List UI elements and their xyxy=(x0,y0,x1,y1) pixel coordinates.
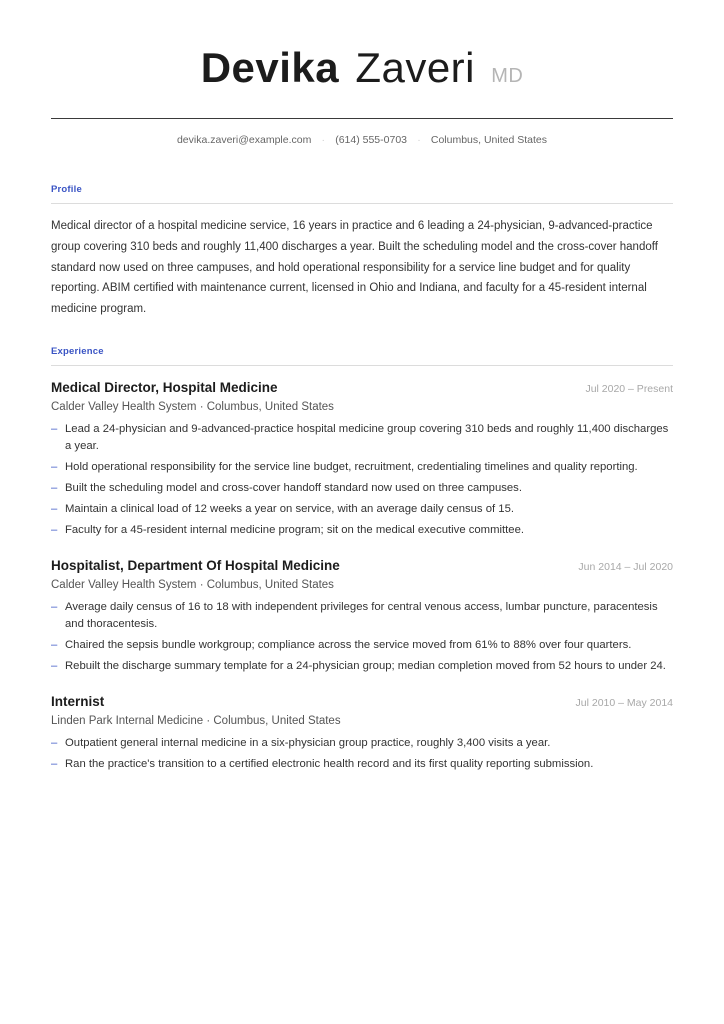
experience-section xyxy=(51,346,673,774)
job-organization: Calder Valley Health System · Columbus, United States xyxy=(51,578,334,591)
dash-icon: – xyxy=(51,639,58,652)
job-bullets xyxy=(51,599,673,676)
section-divider xyxy=(51,365,673,366)
contact-separator: · xyxy=(417,134,421,146)
bullet-item xyxy=(51,756,673,774)
job-title: Hospitalist, Department Of Hospital Medicine xyxy=(51,557,340,573)
contact-phone[interactable]: (614) 555-0703 xyxy=(335,134,408,146)
dash-icon: – xyxy=(51,482,58,495)
contact-location: Columbus, United States xyxy=(430,134,548,146)
dash-icon: – xyxy=(51,524,58,537)
job-entry xyxy=(51,558,673,676)
job-title: Internist xyxy=(51,693,105,709)
bullet-item xyxy=(51,421,673,456)
bullet-item xyxy=(51,658,673,676)
bullet-text: Ran the practice's transition to a certified electronic health record and its first quality reporting submission. xyxy=(65,757,594,770)
job-entry xyxy=(51,694,673,774)
dash-icon: – xyxy=(51,757,58,770)
bullet-item xyxy=(51,522,673,540)
bullet-text: Chaired the sepsis bundle workgroup; compliance across the service moved from 61% to 88% over four quarters. xyxy=(65,639,632,652)
person-name xyxy=(51,44,673,100)
bullet-text: Maintain a clinical load of 12 weeks a year on service, with an average daily census of 15. xyxy=(65,503,514,516)
section-title-experience: Experience xyxy=(51,345,104,357)
bullet-text: Average daily census of 16 to 18 with independent privileges for central venous access, lumbar puncture, paracentesis and thoracentesis. xyxy=(65,600,658,631)
profile-section xyxy=(51,184,673,320)
section-title-profile: Profile xyxy=(51,184,82,195)
bullet-text: Rebuilt the discharge summary template for a 24-physician group; median completion moved from 52 hours to under 24. xyxy=(65,660,666,673)
bullet-item xyxy=(51,735,673,753)
contact-separator: · xyxy=(321,134,326,146)
bullet-text: Outpatient general internal medicine in a six-physician group practice, roughly 3,400 visits a year. xyxy=(65,736,551,749)
first-name: Devika xyxy=(200,44,340,91)
job-bullets xyxy=(51,735,673,774)
bullet-text: Lead a 24-physician and 9-advanced-practice hospital medicine group covering 310 beds and roughly 11,400 discharges a year. xyxy=(65,422,669,453)
contact-line xyxy=(51,134,673,146)
profile-summary: Medical director of a hospital medicine service, 16 years in practice and 6 leading a 24-physician, 9-advanced-practice group covering 310 beds and roughly 11,400 discharges a year. Built the scheduling model and the cross-cover handoff standard now used on three campuses, and hold operational responsibility for a service line budget and for quality reporting. ABIM certified with maintenance current, licensed in Ohio and Indiana, and faculty for a 45-resident internal medicine program. xyxy=(51,220,658,316)
job-header xyxy=(51,380,673,395)
job-entry xyxy=(51,380,673,540)
dash-icon: – xyxy=(51,600,58,613)
bullet-text: Faculty for a 45-resident internal medicine program; sit on the medical executive committee. xyxy=(65,524,524,537)
contact-email[interactable]: devika.zaveri@example.com xyxy=(176,134,312,146)
job-bullets xyxy=(51,421,673,540)
last-name: Zaveri xyxy=(355,44,476,91)
credential: MD xyxy=(491,65,524,87)
dash-icon: – xyxy=(51,736,58,749)
dash-icon: – xyxy=(51,660,58,673)
bullet-item xyxy=(51,501,673,519)
dash-icon: – xyxy=(51,461,58,474)
section-divider xyxy=(51,203,673,204)
bullet-item xyxy=(51,637,673,655)
bullet-item xyxy=(51,599,673,634)
bullet-text: Built the scheduling model and cross-cover handoff standard now used on three campuses. xyxy=(65,482,522,495)
bullet-item xyxy=(51,480,673,498)
job-header xyxy=(51,694,673,709)
job-dates: Jul 2010 – May 2014 xyxy=(575,696,673,709)
job-organization: Calder Valley Health System · Columbus, United States xyxy=(51,400,334,413)
job-header xyxy=(51,558,673,573)
bullet-item xyxy=(51,459,673,477)
bullet-text: Hold operational responsibility for the service line budget, recruitment, credentialing timelines and quality reporting. xyxy=(65,461,638,474)
job-dates: Jul 2020 – Present xyxy=(585,382,673,395)
job-title: Medical Director, Hospital Medicine xyxy=(51,379,278,395)
header-divider xyxy=(51,118,673,119)
dash-icon: – xyxy=(51,503,58,516)
resume-header xyxy=(51,0,673,119)
job-organization: Linden Park Internal Medicine · Columbus, United States xyxy=(51,714,341,727)
dash-icon: – xyxy=(51,422,58,435)
job-dates: Jun 2014 – Jul 2020 xyxy=(578,560,673,573)
